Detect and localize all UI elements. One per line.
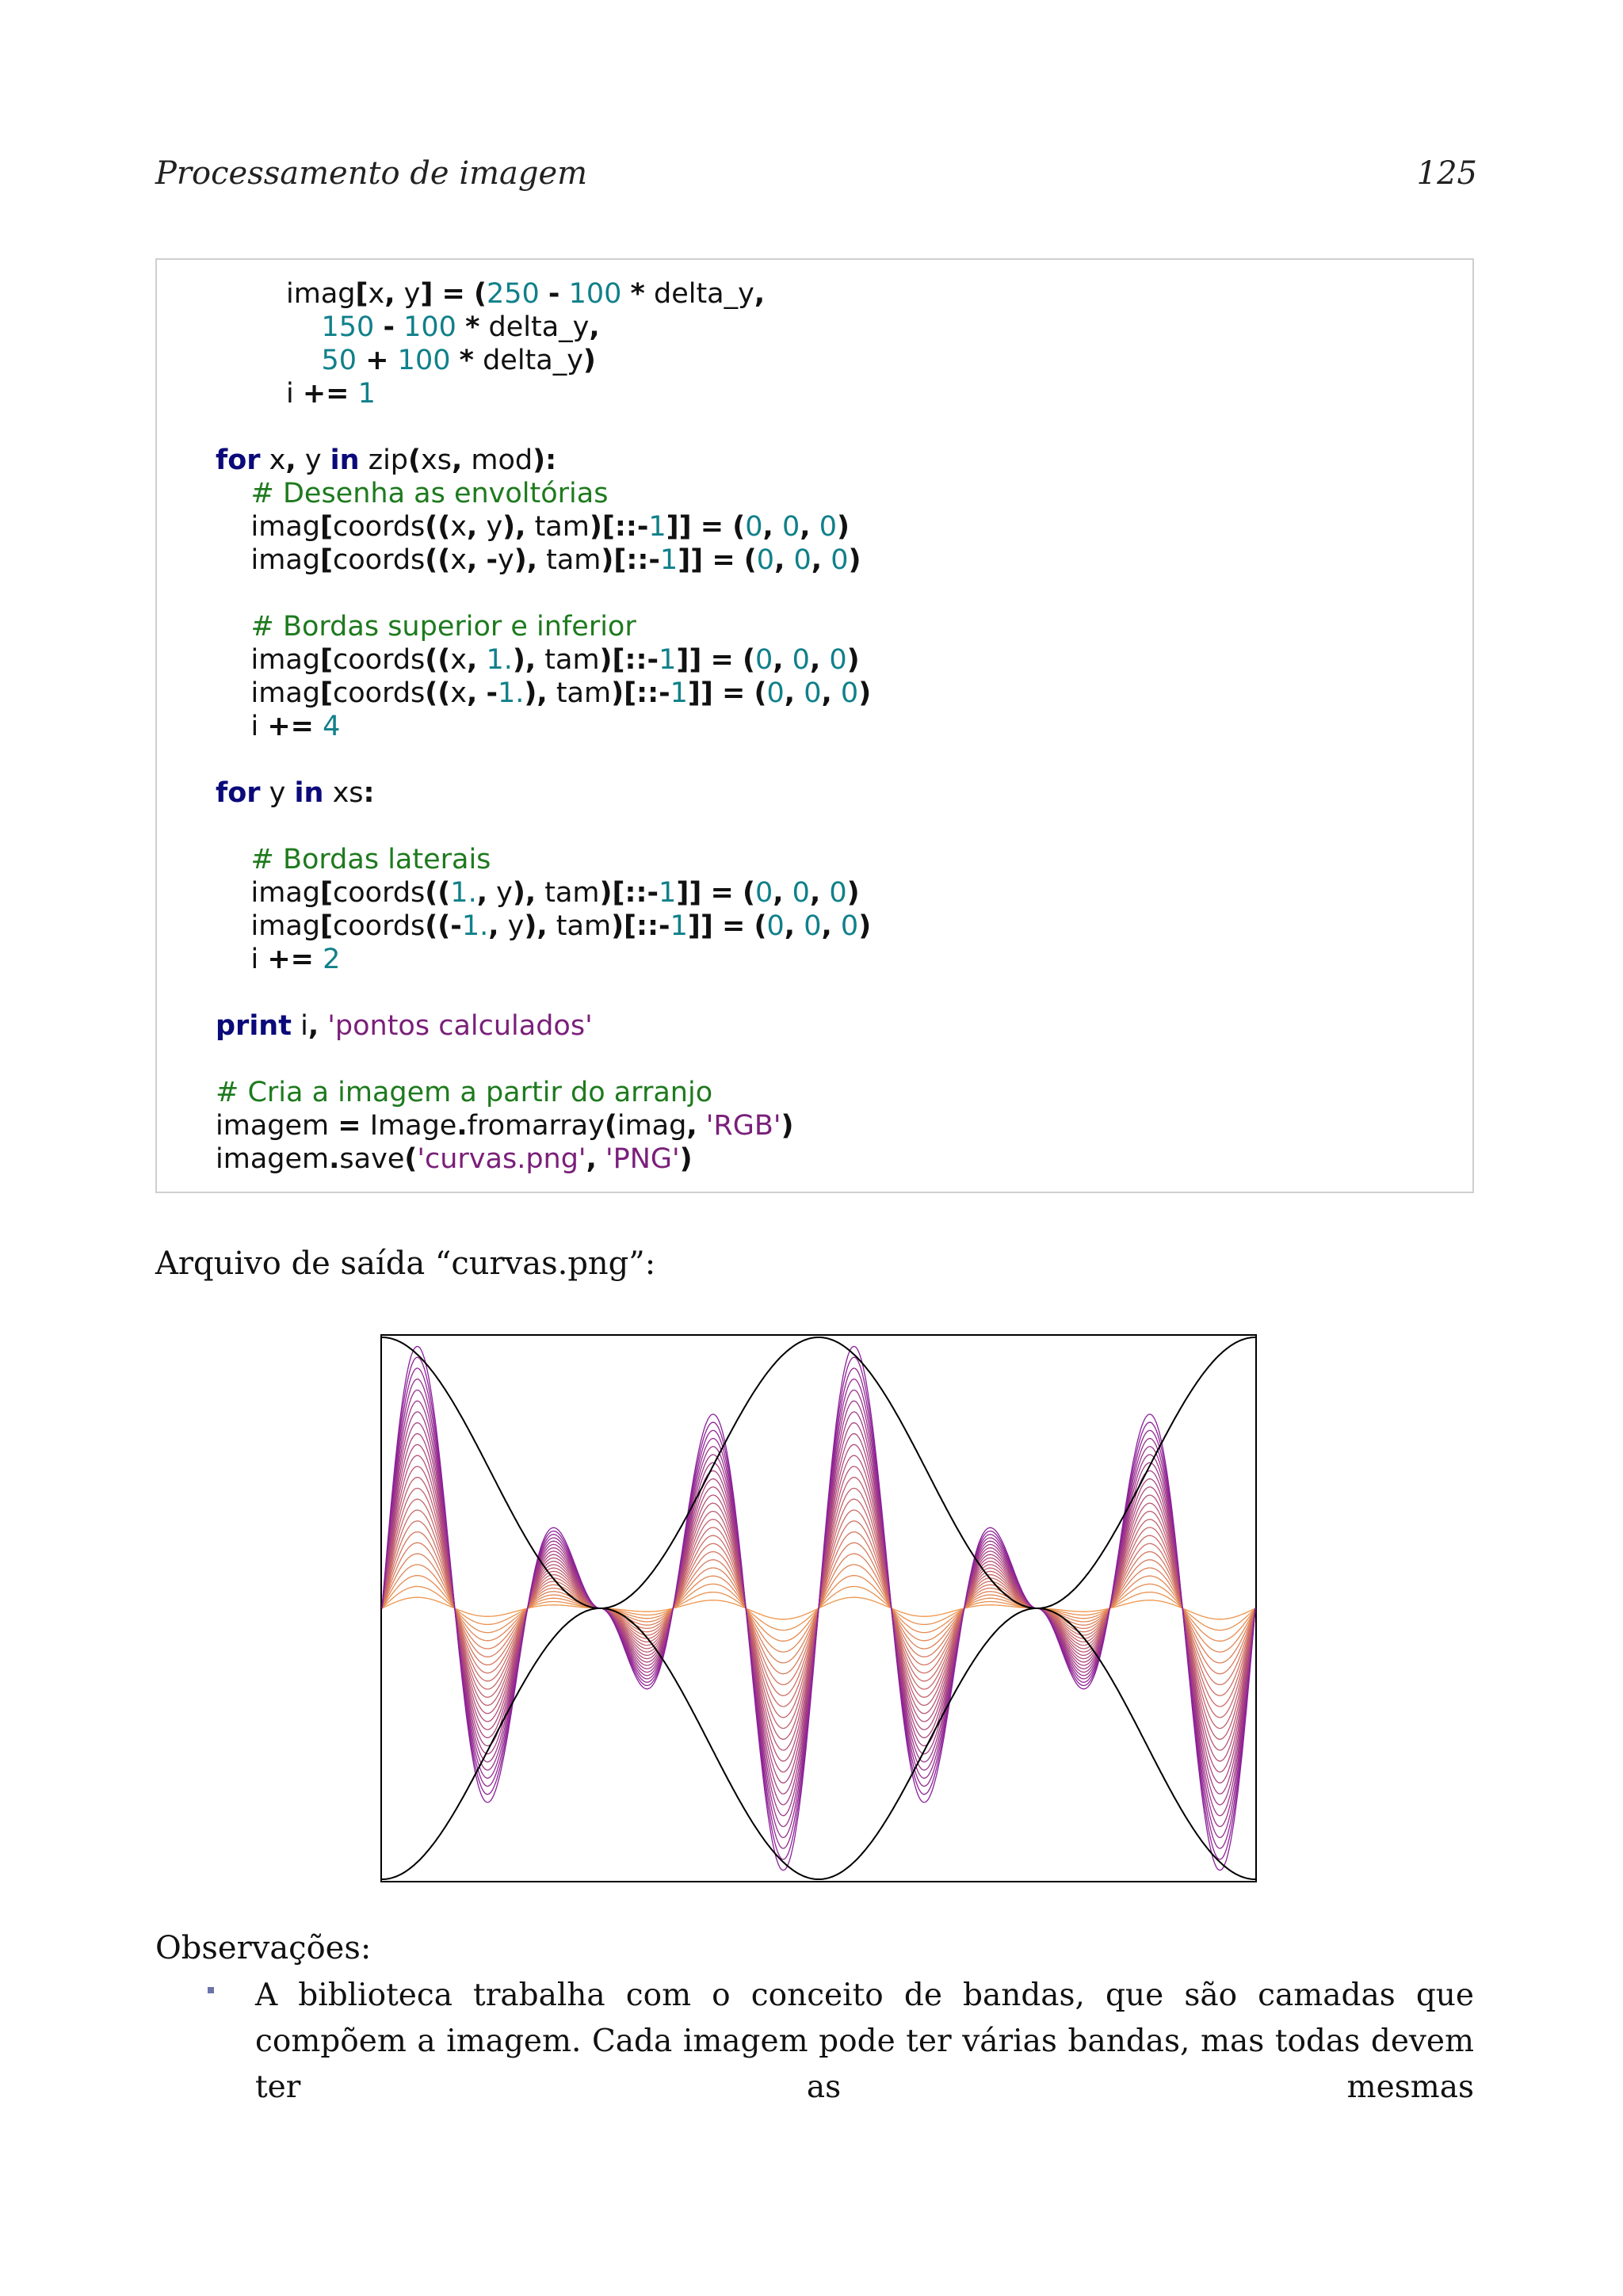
code-token: 1	[659, 544, 678, 576]
code-token: coords	[333, 644, 426, 676]
code-token: 1	[648, 511, 666, 543]
code-token	[822, 544, 831, 576]
code-line	[216, 910, 871, 943]
code-token: coords	[333, 677, 426, 709]
code-token: =	[710, 644, 734, 676]
code-token: ,	[784, 910, 796, 942]
code-line	[216, 510, 871, 543]
code-token	[734, 644, 743, 676]
code-token: imag	[216, 910, 320, 942]
code-token	[559, 278, 568, 310]
code-token: imag	[617, 1110, 687, 1142]
code-token: (	[743, 544, 757, 576]
code-token: ),	[512, 644, 537, 676]
code-token: 250	[486, 278, 540, 310]
code-token: ):	[533, 444, 557, 476]
code-token: y	[498, 910, 525, 942]
code-token: y	[395, 278, 421, 310]
code-token: 0	[831, 544, 849, 576]
code-token: )[::-	[589, 511, 649, 543]
code-token	[745, 677, 754, 709]
running-header	[155, 155, 1477, 203]
code-line	[216, 643, 871, 677]
code-line	[216, 1109, 871, 1142]
code-token: i	[216, 944, 268, 975]
code-line	[216, 743, 871, 776]
observations-title: Observações:	[155, 1930, 372, 1966]
code-token: =	[700, 511, 724, 543]
code-token	[703, 544, 712, 576]
code-token: 'RGB'	[705, 1110, 781, 1142]
code-token: ,	[811, 544, 823, 576]
code-token: 150	[321, 311, 375, 343]
code-token: x	[450, 544, 468, 576]
code-token	[832, 910, 841, 942]
code-token: )[::-	[599, 644, 659, 676]
code-token: imag	[216, 677, 320, 709]
code-token: y	[260, 777, 295, 809]
code-line	[216, 1009, 871, 1043]
code-line	[216, 1142, 871, 1176]
code-token	[811, 511, 819, 543]
code-token: +=	[267, 944, 315, 975]
bullet-marker	[208, 1987, 214, 1993]
code-token: x	[260, 444, 286, 476]
code-token	[713, 677, 722, 709]
code-token: 'pontos calculados'	[327, 1010, 593, 1042]
code-token: mod	[462, 444, 533, 476]
code-token: (	[473, 278, 487, 310]
code-token: -	[486, 677, 498, 709]
code-token: *	[459, 345, 474, 376]
code-token: delta_y	[479, 311, 590, 343]
code-token	[319, 1010, 327, 1042]
code-token: -	[486, 544, 498, 576]
page-number: 125	[1416, 155, 1477, 192]
code-token: ,	[821, 677, 832, 709]
code-token: xs	[421, 444, 452, 476]
code-token: 0	[745, 511, 763, 543]
code-token: )	[781, 1110, 794, 1142]
code-line	[216, 477, 871, 510]
code-token	[314, 944, 323, 975]
code-line	[216, 377, 871, 410]
code-token: [	[320, 511, 333, 543]
code-listing	[155, 258, 1474, 1193]
code-token: 100	[403, 311, 456, 343]
code-token: ]]	[676, 877, 702, 909]
code-token: ,	[467, 644, 478, 676]
code-token: )	[679, 1143, 693, 1175]
code-token: coords	[333, 544, 426, 576]
code-token: 0	[829, 644, 847, 676]
code-token	[216, 311, 322, 343]
code-token	[374, 311, 383, 343]
code-token: tam	[536, 644, 600, 676]
code-token: coords	[333, 910, 426, 942]
code-token	[701, 644, 710, 676]
code-block	[216, 277, 871, 1176]
code-token: tam	[537, 544, 601, 576]
code-token: [	[320, 644, 333, 676]
code-token: =	[712, 544, 735, 576]
code-token: 1	[357, 378, 376, 410]
curves-figure	[380, 1334, 1257, 1882]
code-token	[832, 677, 841, 709]
code-token: )	[846, 877, 860, 909]
code-token: coords	[333, 511, 426, 543]
code-token: 1	[659, 644, 677, 676]
code-token: 0	[754, 877, 773, 909]
code-token: )	[848, 544, 861, 576]
code-token	[692, 511, 701, 543]
code-token: # Desenha as envoltórias	[250, 478, 609, 509]
code-token: 0	[840, 677, 859, 709]
code-token: 0	[804, 910, 822, 942]
code-token: tam	[547, 677, 612, 709]
code-token: )[::-	[601, 544, 660, 576]
code-token: ,	[800, 511, 811, 543]
code-line	[216, 843, 871, 876]
code-token: (	[742, 877, 755, 909]
code-token: ),	[524, 910, 548, 942]
code-line	[216, 277, 871, 311]
code-line	[216, 677, 871, 710]
code-token	[216, 611, 251, 643]
code-token: -	[383, 311, 395, 343]
code-token: ,	[686, 1110, 697, 1142]
code-token: 1.	[486, 644, 513, 676]
code-token: 0	[793, 544, 812, 576]
code-token	[395, 311, 403, 343]
code-token: =	[710, 877, 734, 909]
code-token: 1.	[497, 677, 525, 709]
code-token: ((	[425, 511, 451, 543]
code-token: # Cria a imagem a partir do arranjo	[216, 1077, 713, 1108]
code-token: x	[450, 511, 468, 543]
code-token: y	[497, 544, 514, 576]
code-line	[216, 976, 871, 1009]
code-token: 1.	[461, 910, 489, 942]
code-line	[216, 543, 871, 577]
code-token: ,	[451, 444, 463, 476]
code-token: 'curvas.png'	[417, 1143, 586, 1175]
code-token: Image	[361, 1110, 457, 1142]
code-token: =	[338, 1110, 361, 1142]
code-token: ]	[420, 278, 433, 310]
code-token	[701, 877, 710, 909]
code-token: +=	[302, 378, 349, 410]
code-token	[216, 844, 251, 875]
code-token	[456, 311, 465, 343]
code-token: ,	[467, 511, 478, 543]
code-line	[216, 1043, 871, 1076]
code-token: ,	[809, 644, 821, 676]
code-line	[216, 943, 871, 976]
code-token: fromarray	[467, 1110, 605, 1142]
code-token: for	[216, 444, 261, 476]
code-line	[216, 610, 871, 643]
code-token: i	[216, 378, 303, 410]
code-token: 1.	[450, 877, 477, 909]
code-token: x	[368, 278, 385, 310]
code-token	[314, 711, 323, 742]
code-token: ,	[467, 544, 478, 576]
code-token	[349, 378, 358, 410]
code-line	[216, 577, 871, 610]
code-token: ]]	[666, 511, 692, 543]
code-token	[820, 877, 829, 909]
code-token: [	[320, 877, 333, 909]
code-token: ,	[774, 544, 785, 576]
code-token	[795, 677, 804, 709]
code-token	[216, 478, 251, 509]
code-token: ,	[809, 877, 821, 909]
code-token: 100	[397, 345, 451, 376]
code-token: imag	[216, 877, 320, 909]
code-token: (	[604, 1110, 617, 1142]
code-token: ),	[524, 677, 548, 709]
code-token: [	[320, 910, 333, 942]
code-token: ((-	[425, 910, 462, 942]
code-token: ]]	[687, 910, 713, 942]
code-token: 0	[804, 677, 822, 709]
code-token: .	[329, 1143, 340, 1175]
code-token	[745, 910, 754, 942]
code-token: )	[858, 910, 872, 942]
curves-image	[380, 1334, 1257, 1882]
code-token	[785, 544, 793, 576]
code-token: tam	[525, 511, 590, 543]
code-token: ),	[512, 877, 537, 909]
code-token: =	[722, 677, 746, 709]
code-token	[465, 278, 474, 310]
code-token: ,	[586, 1143, 597, 1175]
code-token: in	[294, 777, 324, 809]
code-token: ]]	[676, 644, 702, 676]
code-token: )[::-	[611, 677, 670, 709]
code-token: # Bordas laterais	[250, 844, 491, 875]
code-token	[450, 345, 459, 376]
code-token	[357, 345, 365, 376]
code-token: 0	[840, 910, 859, 942]
code-token: ,	[754, 278, 766, 310]
code-token	[433, 278, 441, 310]
code-token: )	[836, 511, 850, 543]
code-token: .	[456, 1110, 468, 1142]
code-token: (	[408, 444, 422, 476]
observation-text: A biblioteca trabalha com o conceito de bandas, que são camadas que compõem a imagem. Cada imagem pode ter várias bandas, mas todas devem ter as mesmas	[255, 1978, 1474, 2105]
code-line	[216, 410, 871, 444]
code-token: ((	[425, 644, 451, 676]
code-token: ]]	[678, 544, 704, 576]
code-token: ),	[502, 511, 526, 543]
code-token: *	[465, 311, 480, 343]
code-token: coords	[333, 877, 426, 909]
code-token: -	[548, 278, 560, 310]
code-token: *	[630, 278, 645, 310]
code-token	[540, 278, 548, 310]
code-token	[784, 877, 792, 909]
code-token	[773, 511, 782, 543]
code-token: ,	[384, 278, 395, 310]
chapter-title: Processamento de imagem	[155, 155, 588, 192]
code-token	[820, 644, 829, 676]
figure-caption: Arquivo de saída “curvas.png”:	[155, 1245, 656, 1282]
code-token	[477, 677, 486, 709]
code-token: [	[320, 544, 333, 576]
code-token: imag	[216, 544, 320, 576]
code-token: 0	[781, 511, 800, 543]
code-token	[216, 345, 322, 376]
code-token: (	[742, 644, 755, 676]
code-token: ,	[307, 1010, 319, 1042]
code-token: (	[754, 677, 767, 709]
code-token: 0	[819, 511, 837, 543]
code-token: i	[291, 1010, 308, 1042]
code-token: x	[450, 644, 468, 676]
code-token: print	[216, 1010, 292, 1042]
code-token: ,	[821, 910, 832, 942]
code-token: for	[216, 777, 261, 809]
code-token: )	[846, 644, 860, 676]
code-token	[697, 1110, 706, 1142]
code-token: y	[487, 877, 513, 909]
code-token: i	[216, 711, 268, 742]
code-line	[216, 776, 871, 810]
code-token: )	[582, 345, 596, 376]
code-token: y	[477, 511, 503, 543]
code-token: delta_y	[473, 345, 583, 376]
code-token: delta_y	[644, 278, 754, 310]
code-token: 0	[756, 544, 775, 576]
code-token: ]]	[687, 677, 713, 709]
code-token: imagem	[216, 1110, 338, 1142]
code-token: 100	[568, 278, 622, 310]
code-token: ,	[773, 644, 784, 676]
code-token: )[::-	[599, 877, 659, 909]
code-token: 0	[754, 644, 773, 676]
code-token: =	[722, 910, 746, 942]
code-token: save	[339, 1143, 405, 1175]
code-token: imag	[216, 278, 356, 310]
code-token: 1	[670, 677, 688, 709]
code-token: 2	[323, 944, 341, 975]
code-line	[216, 444, 871, 477]
code-token: (	[754, 910, 767, 942]
code-token: x	[450, 677, 468, 709]
code-token: )	[858, 677, 872, 709]
code-token: 0	[766, 677, 785, 709]
code-token: =	[441, 278, 465, 310]
code-token: 1	[670, 910, 688, 942]
code-token	[724, 511, 732, 543]
code-token: 0	[829, 877, 847, 909]
code-token: ,	[784, 677, 796, 709]
code-token: 4	[323, 711, 341, 742]
code-token: ,	[773, 877, 784, 909]
code-token: ((	[425, 544, 451, 576]
code-token	[389, 345, 398, 376]
code-token: xs	[323, 777, 364, 809]
code-token: zip	[359, 444, 409, 476]
code-token	[784, 644, 792, 676]
code-token: ),	[514, 544, 537, 576]
code-token: ,	[467, 677, 478, 709]
code-token: ((	[425, 677, 451, 709]
code-token: tam	[536, 877, 600, 909]
code-token: +=	[267, 711, 315, 742]
code-token: imag	[216, 511, 320, 543]
code-token: +	[365, 345, 389, 376]
code-line	[216, 311, 871, 344]
code-token: 0	[792, 644, 810, 676]
code-token: ,	[488, 910, 499, 942]
code-line	[216, 344, 871, 377]
code-token	[795, 910, 804, 942]
code-token: (	[732, 511, 746, 543]
code-token: 'PNG'	[605, 1143, 680, 1175]
code-token	[597, 1143, 605, 1175]
code-line	[216, 810, 871, 843]
code-token: tam	[547, 910, 612, 942]
code-token: ,	[589, 311, 600, 343]
code-token: y	[296, 444, 330, 476]
code-line	[216, 876, 871, 910]
code-token: 50	[321, 345, 357, 376]
code-token: ,	[476, 877, 487, 909]
code-token	[477, 644, 486, 676]
code-token: imag	[216, 644, 320, 676]
code-token: [	[320, 677, 333, 709]
code-token	[621, 278, 630, 310]
code-token: 0	[766, 910, 785, 942]
code-token	[734, 877, 743, 909]
code-token: in	[330, 444, 360, 476]
code-token: # Bordas superior e inferior	[250, 611, 636, 643]
code-token: 1	[659, 877, 677, 909]
code-token: [	[355, 278, 369, 310]
code-token: ,	[285, 444, 296, 476]
code-line	[216, 710, 871, 743]
code-token: :	[363, 777, 375, 809]
code-token: ,	[762, 511, 773, 543]
code-token: )[::-	[611, 910, 670, 942]
code-token: ((	[425, 877, 451, 909]
code-token: 0	[792, 877, 810, 909]
code-token: imagem	[216, 1143, 330, 1175]
code-line	[216, 1076, 871, 1109]
code-token	[735, 544, 744, 576]
code-token: (	[404, 1143, 418, 1175]
code-token	[477, 544, 486, 576]
code-token	[713, 910, 722, 942]
